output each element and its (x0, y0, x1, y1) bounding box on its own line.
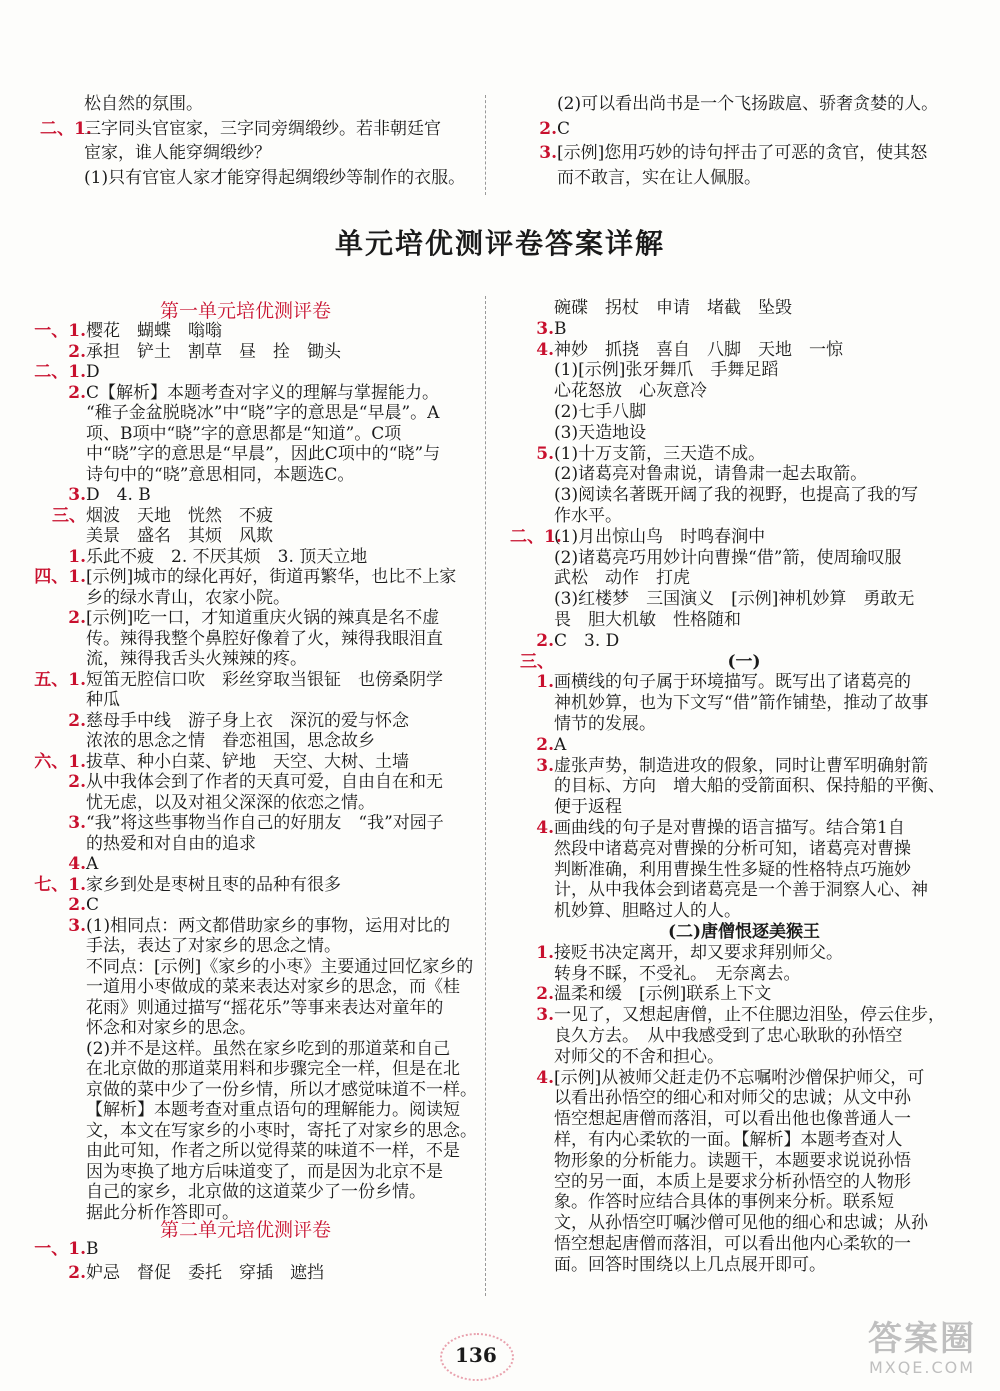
answer-text: 乡的绿水青山，农家小院。 (86, 587, 290, 608)
answer-text: 对师父的不舍和担心。 (554, 1046, 724, 1067)
answer-text: 花雨》则通过描写“摇花乐”等事来表达对童年的 (86, 997, 444, 1018)
answer-text: 从中我体会到了作者的天真可爱，自由自在和无 (86, 772, 443, 792)
answer-text: 象。作答时应结合具体的事例来分析。联系短 (554, 1192, 894, 1213)
answer-line (30, 689, 120, 711)
answer-text: 三字同头官宦家，三字同旁绸缎纱。若非朝廷官 (84, 118, 441, 139)
answer-line (30, 1038, 450, 1060)
answer-line (510, 983, 771, 1005)
answer-line (510, 1254, 826, 1276)
answer-line (510, 817, 905, 839)
answer-line (30, 320, 222, 342)
answer-text: 乐此不疲 2. 不厌其烦 3. 顶天立地 (86, 546, 368, 567)
answer-line (510, 1046, 724, 1068)
answer-text: 然段中诸葛亮对曹操的分析可知，诸葛亮对曹操 (554, 838, 911, 859)
question-number: 1. (68, 546, 86, 567)
answer-line (30, 894, 99, 916)
answer-text: (2)诸葛亮巧用妙计向曹操“借”箭，使周瑜叹服 (554, 547, 902, 568)
answer-text: (1)相同点：两文都借助家乡的事物，运用对比的 (86, 915, 451, 936)
answer-text: 怀念和对家乡的思念。 (86, 1018, 256, 1038)
answer-line (30, 361, 100, 383)
question-number: 七、1. (34, 874, 86, 895)
answer-text: 手法，表达了对家乡的思念之情。 (86, 936, 341, 956)
answer-text: (3)阅读名著既开阔了我的视野，也提高了我的写 (554, 485, 919, 506)
answer-line (30, 1058, 460, 1080)
question-number: 2. (536, 984, 554, 1005)
answer-text: 京做的菜中少了一份乡情，所以才感觉味道不一样。 (86, 1079, 477, 1100)
question-number: 三、 (520, 651, 554, 672)
answer-line (510, 484, 918, 506)
question-number: 1. (536, 672, 554, 693)
question-number: 2. (68, 710, 86, 731)
question-number: 2. (68, 772, 86, 792)
top-divider (485, 95, 486, 195)
question-number: 3. (536, 1005, 554, 1026)
watermark-text: 答案圈 (868, 1319, 976, 1359)
question-number: 4. (536, 339, 554, 360)
page-title: 单元培优测评卷答案详解 (334, 227, 665, 260)
answer-text: “稚子金盆脱晓冰”中“晓”字的意思是“早晨”。A (86, 403, 440, 423)
answer-line (510, 692, 928, 714)
answer-text: (1)[示例]张牙舞爪 手舞足蹈 (554, 360, 779, 381)
answer-text: 因为枣换了地方后味道变了，而是因为北京不是 (86, 1161, 443, 1182)
question-number: 2. (68, 382, 86, 403)
answer-line (510, 463, 867, 485)
question-number: 3. (68, 813, 86, 833)
answer-line (510, 1087, 911, 1109)
answer-text: 空的另一面，本质上是要求分析孙悟空的人物形 (554, 1171, 911, 1192)
question-number: 二、1. (510, 526, 562, 547)
answer-line (535, 118, 570, 140)
answer-line (510, 775, 945, 797)
question-number: 3. (539, 143, 557, 163)
answer-text: D 4. B (86, 485, 151, 505)
watermark-logo (848, 1320, 996, 1388)
answer-text: 良久方去。 从中我感受到了忠心耿耿的孙悟空 (554, 1026, 903, 1046)
answer-line (510, 1150, 911, 1172)
answer-text: 温柔和缓 [示例]联系上下文 (554, 984, 772, 1005)
answer-text: [示例]吃一口，才知道重庆火锅的辣真是名不虚 (86, 608, 440, 628)
answer-text: (一) (727, 651, 761, 672)
answer-line (510, 671, 911, 693)
answer-text: (1)月出惊山鸟 时鸣春涧中 (554, 526, 766, 547)
answer-line (30, 402, 439, 424)
answer-line (510, 547, 901, 569)
answer-text: 文，本文在写家乡的小枣时，寄托了对家乡的思念。 (86, 1120, 477, 1141)
answer-line (30, 1099, 460, 1121)
answer-line (510, 755, 928, 777)
answer-text: B (86, 1239, 99, 1259)
answer-text: 传。辣得我整个鼻腔好像着了火，辣得我眼泪直 (86, 628, 443, 649)
answer-text: “我”将这些事物当作自己的好朋友 “我”对园子 (86, 813, 444, 833)
answer-line (510, 380, 707, 402)
answer-line (510, 526, 765, 548)
answer-text: 中“晓”字的意思是“早晨”，因此C项中的“晓”与 (86, 444, 441, 464)
answer-text: 的热爱和对自由的追求 (86, 833, 256, 854)
question-number: 三、 (52, 505, 86, 526)
answer-text: 一道用小枣做成的菜来表达对家乡的思念，而《桂 (86, 977, 460, 997)
answer-text: 自己的家乡，北京做的这道菜少了一份乡情。 (86, 1182, 426, 1202)
answer-text: 的目标、方向 增大船的受箭面积、保持船的平衡、 (554, 776, 945, 797)
answer-line (30, 648, 307, 670)
answer-text: 不同点：[示例]《家乡的小枣》主要通过回忆家乡的 (86, 956, 474, 977)
question-number: 一、1. (34, 1239, 86, 1259)
answer-line (510, 339, 843, 361)
answer-line (30, 1181, 426, 1203)
answer-text: 画曲线的句子是对曹操的语言描写。结合第1自 (554, 818, 905, 838)
question-number: 3. (68, 485, 86, 505)
answer-text: 诗句中的“晓”意思相同，本题选C。 (86, 464, 355, 485)
answer-line (510, 297, 792, 319)
answer-line (510, 609, 741, 631)
question-number: 一、1. (34, 321, 86, 341)
answer-text: 作水平。 (554, 506, 622, 526)
answer-text: 项、B项中“晓”字的意思都是“知道”。C项 (86, 423, 402, 444)
answer-line (30, 587, 290, 609)
answer-text: 【解析】本题考查对重点语句的理解能力。阅读短 (86, 1100, 460, 1120)
answer-line (510, 1191, 894, 1213)
answer-line (510, 588, 914, 610)
answer-text: 而不敢言，实在让人佩服。 (557, 167, 761, 188)
answer-line (510, 359, 778, 381)
answer-line (510, 900, 741, 922)
question-number: 二、1. (40, 118, 92, 139)
answer-line (30, 443, 440, 465)
answer-line (30, 1262, 324, 1284)
answer-line (535, 93, 938, 115)
answer-text: 宦家，谁人能穿绸缎纱？ (84, 143, 271, 163)
answer-text: 流，辣得我舌头火辣辣的疼。 (86, 649, 307, 669)
answer-line (510, 1067, 924, 1089)
answer-text: 机妙算、胆略过人的人。 (554, 901, 741, 922)
answer-line (30, 771, 443, 793)
answer-text: 神机妙算，也为下文写“借”箭作铺垫，推动了故事 (554, 693, 929, 714)
question-number: 2. (68, 895, 86, 915)
answer-text: A (86, 854, 99, 874)
answer-text: 便于返程 (554, 797, 622, 818)
answer-line (30, 607, 439, 629)
question-number: 4. (68, 854, 86, 874)
answer-text: (2)诸葛亮对鲁肃说，请鲁肃一起去取箭。 (554, 464, 868, 485)
answer-line (30, 1017, 256, 1039)
answer-text: 样，有内心柔软的一面。【解析】本题考查对人 (554, 1130, 903, 1150)
answer-line (30, 505, 273, 527)
answer-text: 一见了，又想起唐僧，止不住腮边泪坠，停云住步， (554, 1005, 945, 1026)
answer-text: D (86, 362, 100, 382)
answer-line (30, 853, 98, 875)
answer-line (30, 956, 473, 978)
answer-line (30, 1140, 460, 1162)
answer-text: 樱花 蝴蝶 嗡嗡 (86, 321, 222, 341)
answer-text: (2)七手八脚 (554, 402, 647, 422)
answer-text: 美景 盛名 其烦 风欺 (86, 526, 273, 546)
answer-line (30, 1120, 477, 1142)
answer-line (30, 382, 439, 404)
answer-line (30, 935, 341, 957)
answer-line (510, 734, 566, 756)
answer-text: 面。回答时围绕以上几点展开即可。 (554, 1254, 826, 1275)
answer-text: B (554, 318, 567, 339)
question-number: 二、1. (34, 362, 86, 382)
answer-line (30, 1079, 477, 1101)
answer-line (510, 318, 567, 340)
main-divider (485, 296, 486, 1296)
answer-line (510, 651, 934, 673)
answer-text: (2)并不是这样。虽然在家乡吃到的那道菜和自己 (86, 1038, 451, 1059)
answer-text: [示例]城市的绿化再好，街道再繁华，也比不上家 (86, 567, 457, 587)
answer-text: 据此分析作答即可。 (86, 1202, 239, 1223)
answer-line (30, 669, 443, 691)
answer-line (510, 879, 928, 901)
answer-text: 情节的发展。 (554, 714, 656, 734)
question-number: 5. (536, 443, 554, 464)
answer-text: C (86, 895, 100, 915)
answer-text: [示例]您用巧妙的诗句抨击了可恶的贪官，使其怒 (557, 143, 928, 163)
answer-line (30, 997, 443, 1019)
answer-text: 烟波 天地 恍然 不疲 (86, 505, 273, 526)
answer-text: 心花怒放 心灰意冷 (554, 381, 707, 402)
answer-line (535, 167, 761, 189)
question-number: 3. (536, 318, 554, 339)
answer-text: 慈母手中线 游子身上衣 深沉的爱与怀念 (86, 710, 409, 731)
answer-line (510, 713, 656, 735)
question-number: 1. (536, 942, 554, 963)
answer-line (30, 976, 460, 998)
answer-line (510, 1004, 945, 1026)
question-number: 2. (536, 630, 554, 651)
answer-line (510, 1171, 911, 1193)
answer-line (40, 118, 441, 140)
answer-line (510, 942, 843, 964)
answer-line (510, 1025, 903, 1047)
answer-line (510, 505, 622, 527)
answer-text: (二)唐僧恨逐美猴王 (667, 922, 821, 942)
answer-text: 以看出孙悟空的细心和对师父的忠诚；从文中孙 (554, 1088, 911, 1109)
answer-line (510, 401, 646, 423)
answer-line (510, 567, 690, 589)
answer-line (510, 838, 911, 860)
question-number: 五、1. (34, 669, 86, 690)
answer-line (30, 833, 256, 855)
answer-text: 悟空想起唐僧而落泪，可以看出他内心柔软的一 (554, 1234, 911, 1254)
answer-text: 计，从中我体会到诸葛亮是一个善于洞察人心、神 (554, 880, 928, 901)
watermark-url: MXQE.COM (868, 1358, 976, 1377)
answer-text: 松自然的氛围。 (84, 94, 203, 114)
answer-text: 转身不睬，不受礼。 无奈离去。 (554, 963, 801, 984)
question-number: 4. (536, 1067, 554, 1088)
answer-text: 忧无虑，以及对祖父深深的依恋之情。 (86, 792, 375, 813)
answer-text: 拔草、种小白菜、铲地 天空、大树、土墙 (86, 751, 409, 772)
question-number: 2. (539, 118, 557, 139)
answer-line (30, 751, 409, 773)
answer-line (510, 1212, 928, 1234)
answer-line (30, 566, 456, 588)
answer-line (535, 142, 927, 164)
question-number: 3. (536, 755, 554, 776)
answer-text: (2)可以看出尚书是一个飞扬跋扈、骄奢贪婪的人。 (557, 94, 939, 114)
answer-text: 接贬书决定离开，却又要求拜别师父。 (554, 942, 843, 963)
question-number: 2. (68, 1263, 86, 1283)
answer-text: 由此可知，作者之所以觉得菜的味道不一样，不是 (86, 1141, 460, 1161)
answer-text: 家乡到处是枣树且枣的品种有很多 (86, 874, 341, 895)
answer-line (30, 874, 341, 896)
answer-text: 浓浓的思念之情 眷恋祖国，思念故乡 (86, 731, 375, 751)
answer-line (510, 1108, 911, 1130)
answer-text: [示例]从被师父赶走仍不忘嘱咐沙僧保护师父，可 (554, 1067, 925, 1088)
answer-line (30, 546, 367, 568)
answer-text: 短笛无腔信口吹 彩丝穿取当银钲 也傍桑阴学 (86, 669, 443, 690)
answer-text: (3)天造地设 (554, 422, 647, 443)
question-number: 六、1. (34, 751, 86, 772)
unit1-title: 第一单元培优测评卷 (160, 300, 332, 322)
answer-text: C (557, 118, 571, 139)
answer-line (30, 812, 444, 834)
answer-line (510, 422, 646, 444)
answer-text: 虚张声势，制造进攻的假象，同时让曹军明确射箭 (554, 755, 928, 776)
answer-line (30, 710, 409, 732)
answer-line (510, 859, 911, 881)
question-number: 4. (536, 818, 554, 838)
answer-line (30, 341, 341, 363)
answer-line (30, 423, 401, 445)
answer-line (510, 1129, 903, 1151)
answer-line (510, 921, 934, 943)
answer-text: 畏 胆大机敏 性格随和 (554, 610, 741, 630)
answer-text: 神妙 抓挠 喜自 八脚 天地 一惊 (554, 339, 843, 360)
answer-line (510, 630, 619, 652)
answer-text: 种瓜 (86, 690, 120, 710)
answer-line (30, 915, 450, 937)
answer-line (30, 628, 443, 650)
answer-text: 在北京做的那道菜用料和步骤完全一样，但是在北 (86, 1059, 460, 1079)
answer-text: (3)红楼梦 三国演义 [示例]神机妙算 勇敢无 (554, 589, 915, 610)
answer-line (30, 464, 354, 486)
answer-text: C 3. D (554, 630, 620, 651)
answer-text: 碗碟 拐杖 申请 堵截 坠毁 (554, 298, 792, 318)
answer-text: 画横线的句子属于环境描写。既写出了诸葛亮的 (554, 672, 911, 693)
answer-text: (1)只有官宦人家才能穿得起绸缎纱等制作的衣服。 (84, 167, 466, 188)
answer-text: A (554, 734, 567, 755)
answer-line (510, 963, 801, 985)
answer-text: 妒忌 督促 委托 穿插 遮挡 (86, 1263, 324, 1283)
question-number: 3. (68, 915, 86, 936)
answer-line (40, 142, 271, 164)
answer-text: 承担 铲土 割草 昼 拴 锄头 (86, 341, 341, 362)
question-number: 2. (68, 608, 86, 628)
question-number: 2. (68, 341, 86, 362)
answer-line (510, 1233, 911, 1255)
answer-text: 物形象的分析能力。读题干，本题要求说说孙悟 (554, 1150, 911, 1171)
answer-line (40, 167, 465, 189)
answer-text: (1)十万支箭，三天造不成。 (554, 443, 766, 464)
answer-line (30, 484, 151, 506)
question-number: 四、1. (34, 567, 86, 587)
answer-line (40, 93, 203, 115)
answer-text: 判断准确，利用曹操生性多疑的性格特点巧施妙 (554, 859, 911, 880)
answer-text: 文，从孙悟空叮嘱沙僧可见他的细心和忠诚；从孙 (554, 1213, 928, 1234)
answer-text: C【解析】本题考查对字义的理解与掌握能力。 (86, 382, 440, 403)
answer-line (510, 443, 765, 465)
answer-line (30, 1238, 99, 1260)
answer-line (30, 730, 375, 752)
answer-text: 悟空想起唐僧而落泪，可以看出他也像普通人一 (554, 1109, 911, 1130)
page-number: 136 (455, 1343, 497, 1367)
question-number: 2. (536, 734, 554, 755)
answer-text: 武松 动作 打虎 (554, 568, 690, 589)
answer-line (510, 796, 622, 818)
answer-line (30, 1161, 443, 1183)
unit2-title: 第二单元培优测评卷 (160, 1219, 332, 1241)
answer-line (30, 792, 375, 814)
answer-line (30, 525, 273, 547)
